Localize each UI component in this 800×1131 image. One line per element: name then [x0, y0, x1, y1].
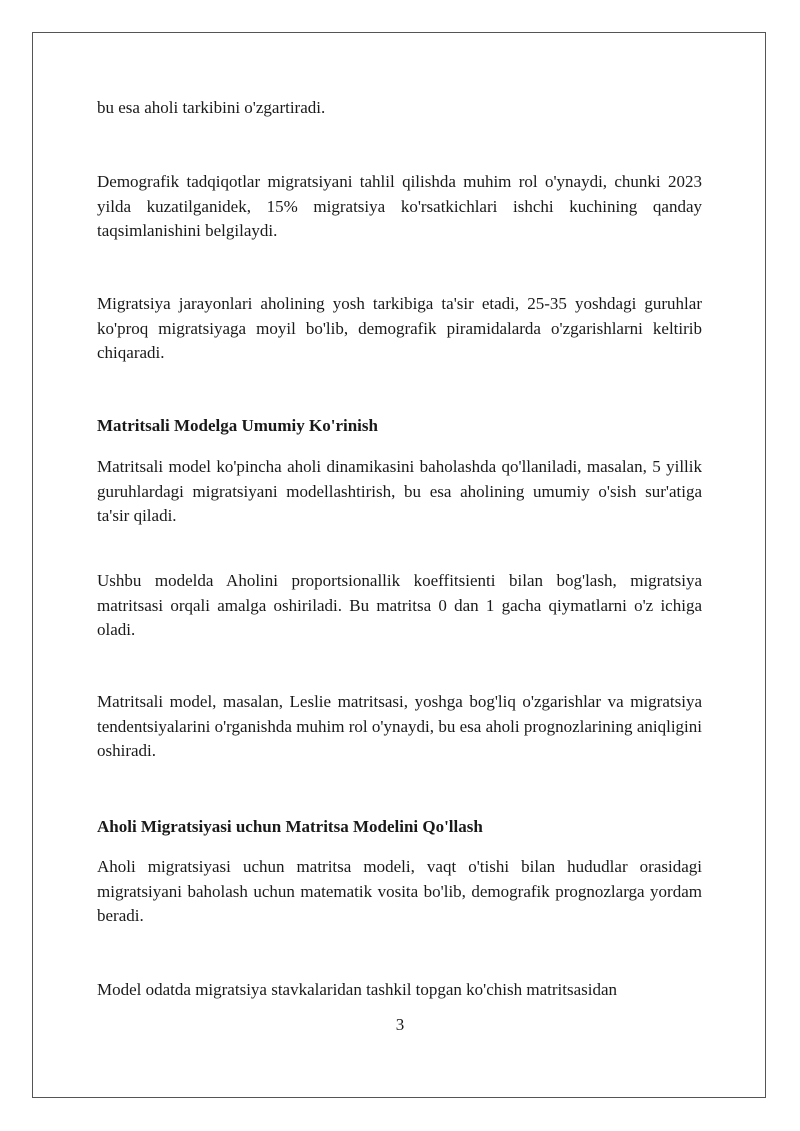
page-number: 3: [395, 1015, 405, 1034]
section-heading-matrix-application: Aholi Migratsiyasi uchun Matritsa Modelini Qo'llash: [97, 817, 483, 836]
paragraph-migration-age: Migratsiya jarayonlari aholining yosh tarkibiga ta'sir etadi, 25-35 yoshdagi guruhlar ko'proq migratsiyaga moyil bo'lib, demografik piramidalarda o'zgarishlarni keltirib chiqaradi.: [97, 294, 702, 362]
section-heading-matrix-overview: Matritsali Modelga Umumiy Ko'rinish: [97, 416, 378, 435]
paragraph-proportionality: Ushbu modelda Aholini proportsionallik koeffitsienti bilan bog'lash, migratsiya matritsasi orqali amalga oshiriladi. Bu matritsa 0 dan 1 gacha qiymatlarni o'z ichiga oladi.: [97, 571, 702, 639]
paragraph-demographic-research: Demografik tadqiqotlar migratsiyani tahlil qilishda muhim rol o'ynaydi, chunki 2023 yilda kuzatilganidek, 15% migratsiya ko'rsatkichlari ishchi kuchining qanday taqsimlanishini belgilaydi.: [97, 172, 702, 240]
paragraph-migration-matrix-model: Aholi migratsiyasi uchun matritsa modeli, vaqt o'tishi bilan hududlar orasidagi migratsiyani baholash uchun matematik vosita bo'lib, demografik prognozlarga yordam beradi.: [97, 857, 702, 925]
paragraph-leslie-matrix: Matritsali model, masalan, Leslie matritsasi, yoshga bog'liq o'zgarishlar va migratsiya tendentsiyalarini o'rganishda muhim rol o'ynaydi, bu esa aholi prognozlarining aniqligini oshiradi.: [97, 692, 702, 760]
paragraph-model-rates: Model odatda migratsiya stavkalaridan tashkil topgan ko'chish matritsasidan: [97, 980, 618, 999]
paragraph-continuation: bu esa aholi tarkibini o'zgartiradi.: [97, 98, 326, 117]
paragraph-matrix-model: Matritsali model ko'pincha aholi dinamikasini baholashda qo'llaniladi, masalan, 5 yillik guruhlardagi migratsiyani modellashtirish, bu esa aholining umumiy o'sish sur'atiga ta'sir qiladi.: [97, 457, 702, 525]
